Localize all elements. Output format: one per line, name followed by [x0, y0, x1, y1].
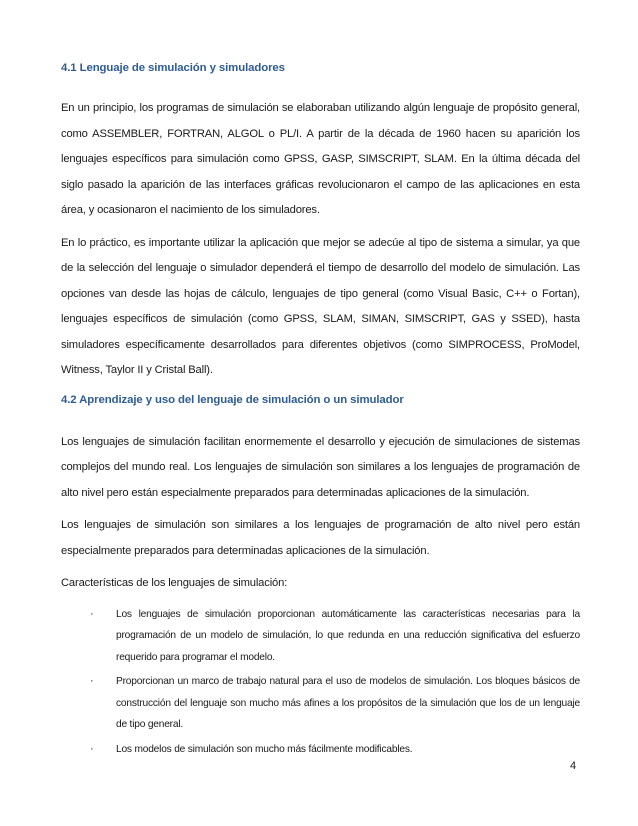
list-item	[61, 739, 580, 761]
paragraph-languages-similar: Los lenguajes de simulación son similares a los lenguajes de programación de alto nivel pero están especialmente preparados para determinadas aplicaciones de la simulación.	[61, 519, 580, 557]
bullet-marker: ·	[90, 675, 94, 687]
characteristics-list	[61, 604, 580, 761]
paragraph-languages-intro: Los lenguajes de simulación facilitan enormemente el desarrollo y ejecución de simulaciones de sistemas complejos del mundo real. Los lenguajes de simulación son similares a los lenguajes de programación de alto nivel pero están especialmente preparados para determinadas aplicaciones de la simulación.	[61, 435, 580, 499]
bullet-marker: ·	[90, 742, 94, 755]
list-item	[61, 604, 580, 669]
list-item-text: Proporcionan un marco de trabajo natural para el uso de modelos de simulación. Los bloques básicos de construcción del lenguaje son mucho más afines a los propósitos de la simulación que los de un lenguaje de tipo general.	[116, 676, 580, 730]
paragraph-history: En un principio, los programas de simulación se elaboraban utilizando algún lenguaje de propósito general, como ASSEMBLER, FORTRAN, ALGOL o PL/I. A partir de la década de 1960 hacen su aparición los lenguajes específicos para simulación como GPSS, GASP, SIMSCRIPT, SLAM. En la última década del siglo pasado la aparición de las interfaces gráficas revolucionaron el campo de las aplicaciones en esta área, y ocasionaron el nacimiento de los simuladores.	[61, 102, 580, 216]
paragraph-characteristics-label: Características de los lenguajes de simulación:	[61, 577, 288, 589]
list-item-text: Los modelos de simulación son mucho más fácilmente modificables.	[116, 743, 413, 755]
bullet-marker: ·	[90, 607, 94, 620]
page-number: 4	[570, 760, 577, 772]
paragraph-practice: En lo práctico, es importante utilizar la aplicación que mejor se adecúe al tipo de sistema a simular, ya que de la selección del lenguaje o simulador dependerá el tiempo de desarrollo del modelo de simulación. Las opciones van desde las hojas de cálculo, lenguajes de tipo general (como Visual Basic, C++ o Fortan), lenguajes específicos de simulación (como GPSS, SLAM, SIMAN, SIMSCRIPT, GAS y SSED), hasta simuladores específicamente desarrollados para diferentes objetivos (como SIMPROCESS, ProModel, Witness, Taylor II y Cristal Ball).	[61, 236, 580, 376]
section-heading-4-2: 4.2 Aprendizaje y uso del lenguaje de simulación o un simulador	[61, 393, 404, 406]
page-content	[61, 58, 580, 763]
list-item-text: Los lenguajes de simulación proporcionan automáticamente las características necesarias para la programación de un modelo de simulación, lo que redunda en una reducción significativa del esfuerzo requerido para programar el modelo.	[116, 608, 580, 663]
section-heading-4-1: 4.1 Lenguaje de simulación y simuladores	[61, 62, 285, 74]
list-item	[61, 671, 580, 736]
